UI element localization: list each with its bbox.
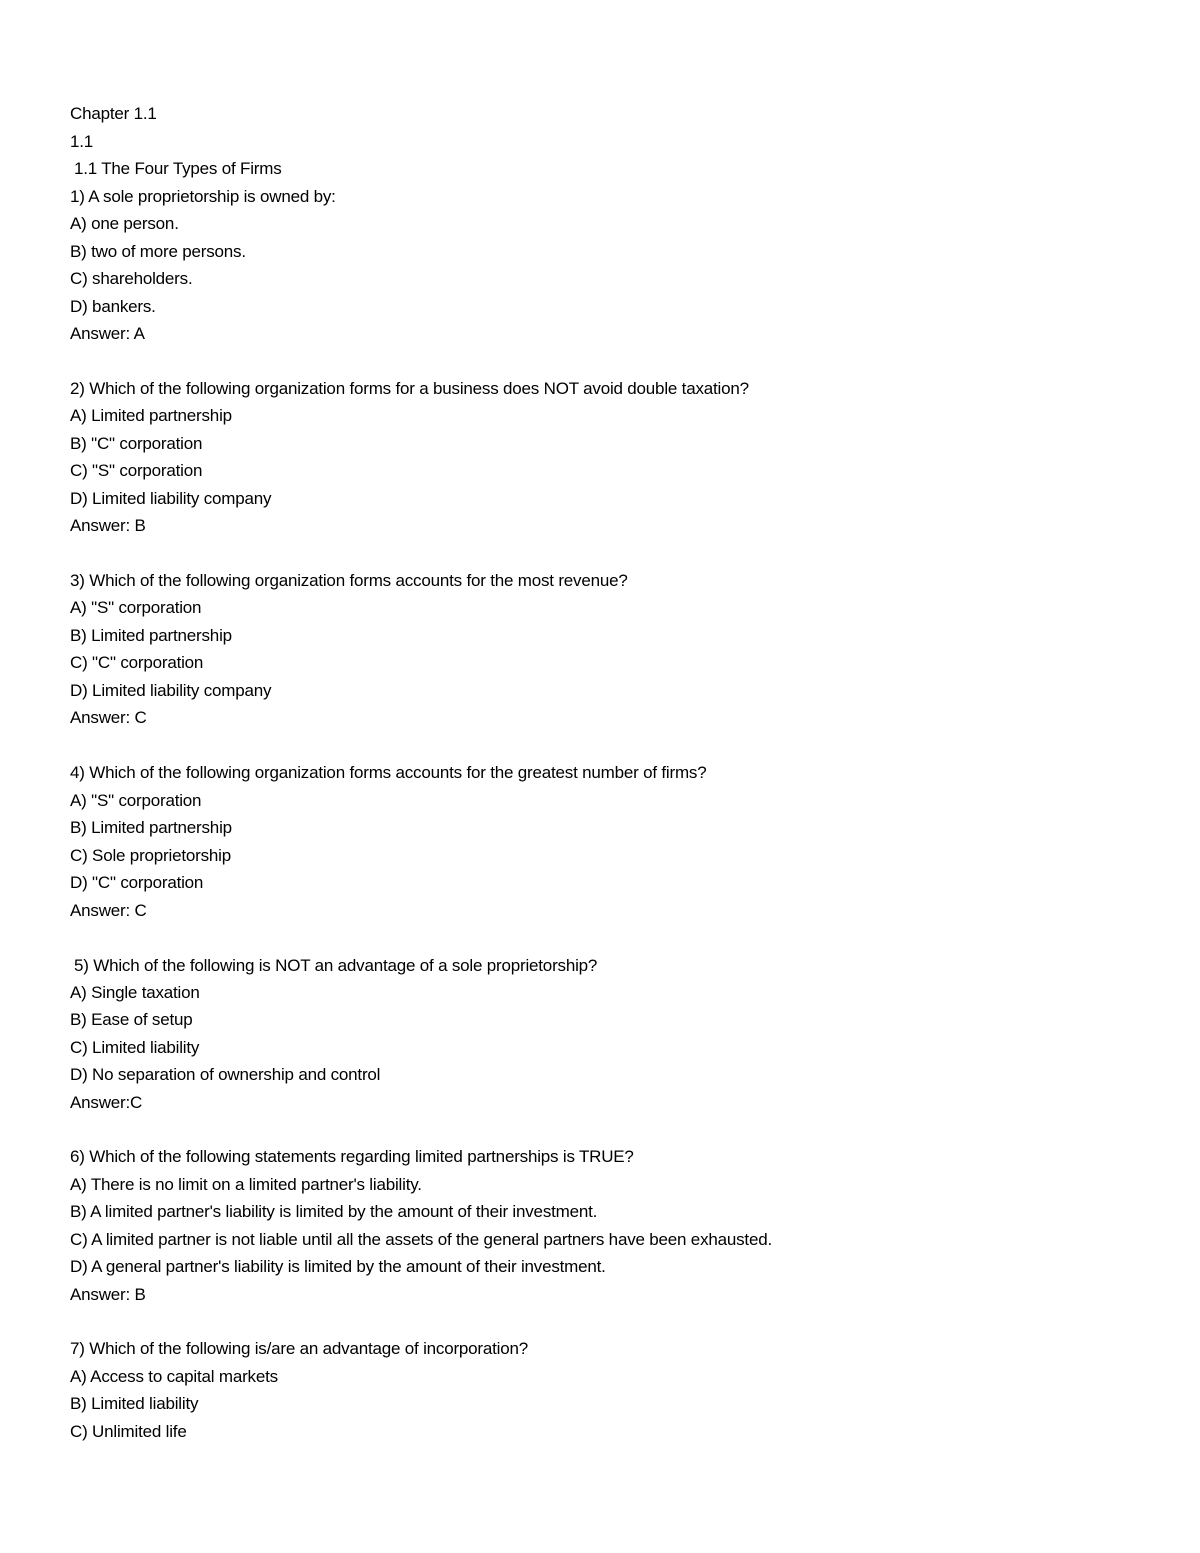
answer-option: B) "C" corporation bbox=[70, 434, 203, 453]
question-text: 5) Which of the following is NOT an advantage of a sole proprietorship? bbox=[74, 956, 598, 975]
answer-option: C) Limited liability bbox=[70, 1038, 200, 1057]
answer-key: Answer:C bbox=[70, 1093, 143, 1112]
question-text: 4) Which of the following organization forms accounts for the greatest number of firms? bbox=[70, 763, 707, 782]
chapter-heading: Chapter 1.1 bbox=[70, 104, 157, 123]
answer-key: Answer: C bbox=[70, 901, 147, 920]
answer-key: Answer: B bbox=[70, 516, 146, 535]
section-number: 1.1 bbox=[70, 132, 94, 151]
section-title: 1.1 The Four Types of Firms bbox=[74, 159, 282, 178]
answer-option: D) bankers. bbox=[70, 297, 156, 316]
answer-key: Answer: A bbox=[70, 324, 145, 343]
question-text: 6) Which of the following statements regarding limited partnerships is TRUE? bbox=[70, 1147, 634, 1166]
answer-option: C) Sole proprietorship bbox=[70, 846, 231, 865]
question-text: 3) Which of the following organization forms accounts for the most revenue? bbox=[70, 571, 628, 590]
question-text: 7) Which of the following is/are an advantage of incorporation? bbox=[70, 1339, 529, 1358]
answer-option: C) A limited partner is not liable until all the assets of the general partners have been exhausted. bbox=[70, 1230, 772, 1249]
answer-option: B) Ease of setup bbox=[70, 1010, 193, 1029]
answer-key: Answer: C bbox=[70, 708, 147, 727]
answer-option: A) Single taxation bbox=[70, 983, 200, 1002]
answer-option: D) A general partner's liability is limited by the amount of their investment. bbox=[70, 1257, 606, 1276]
answer-option: D) Limited liability company bbox=[70, 681, 272, 700]
answer-option: D) Limited liability company bbox=[70, 489, 272, 508]
answer-option: B) two of more persons. bbox=[70, 242, 246, 261]
question-text: 1) A sole proprietorship is owned by: bbox=[70, 187, 336, 206]
answer-option: B) Limited liability bbox=[70, 1394, 199, 1413]
answer-option: C) "S" corporation bbox=[70, 461, 203, 480]
answer-option: A) Limited partnership bbox=[70, 406, 232, 425]
answer-option: D) No separation of ownership and control bbox=[70, 1065, 381, 1084]
answer-option: A) "S" corporation bbox=[70, 791, 202, 810]
answer-option: B) A limited partner's liability is limited by the amount of their investment. bbox=[70, 1202, 598, 1221]
question-text: 2) Which of the following organization forms for a business does NOT avoid double taxation? bbox=[70, 379, 749, 398]
answer-option: B) Limited partnership bbox=[70, 818, 232, 837]
answer-option: B) Limited partnership bbox=[70, 626, 232, 645]
answer-option: A) one person. bbox=[70, 214, 179, 233]
answer-option: A) "S" corporation bbox=[70, 598, 202, 617]
answer-option: C) "C" corporation bbox=[70, 653, 204, 672]
answer-option: C) shareholders. bbox=[70, 269, 193, 288]
answer-option: C) Unlimited life bbox=[70, 1422, 187, 1441]
answer-key: Answer: B bbox=[70, 1285, 146, 1304]
answer-option: A) Access to capital markets bbox=[70, 1367, 278, 1386]
answer-option: A) There is no limit on a limited partner's liability. bbox=[70, 1175, 422, 1194]
answer-option: D) "C" corporation bbox=[70, 873, 204, 892]
